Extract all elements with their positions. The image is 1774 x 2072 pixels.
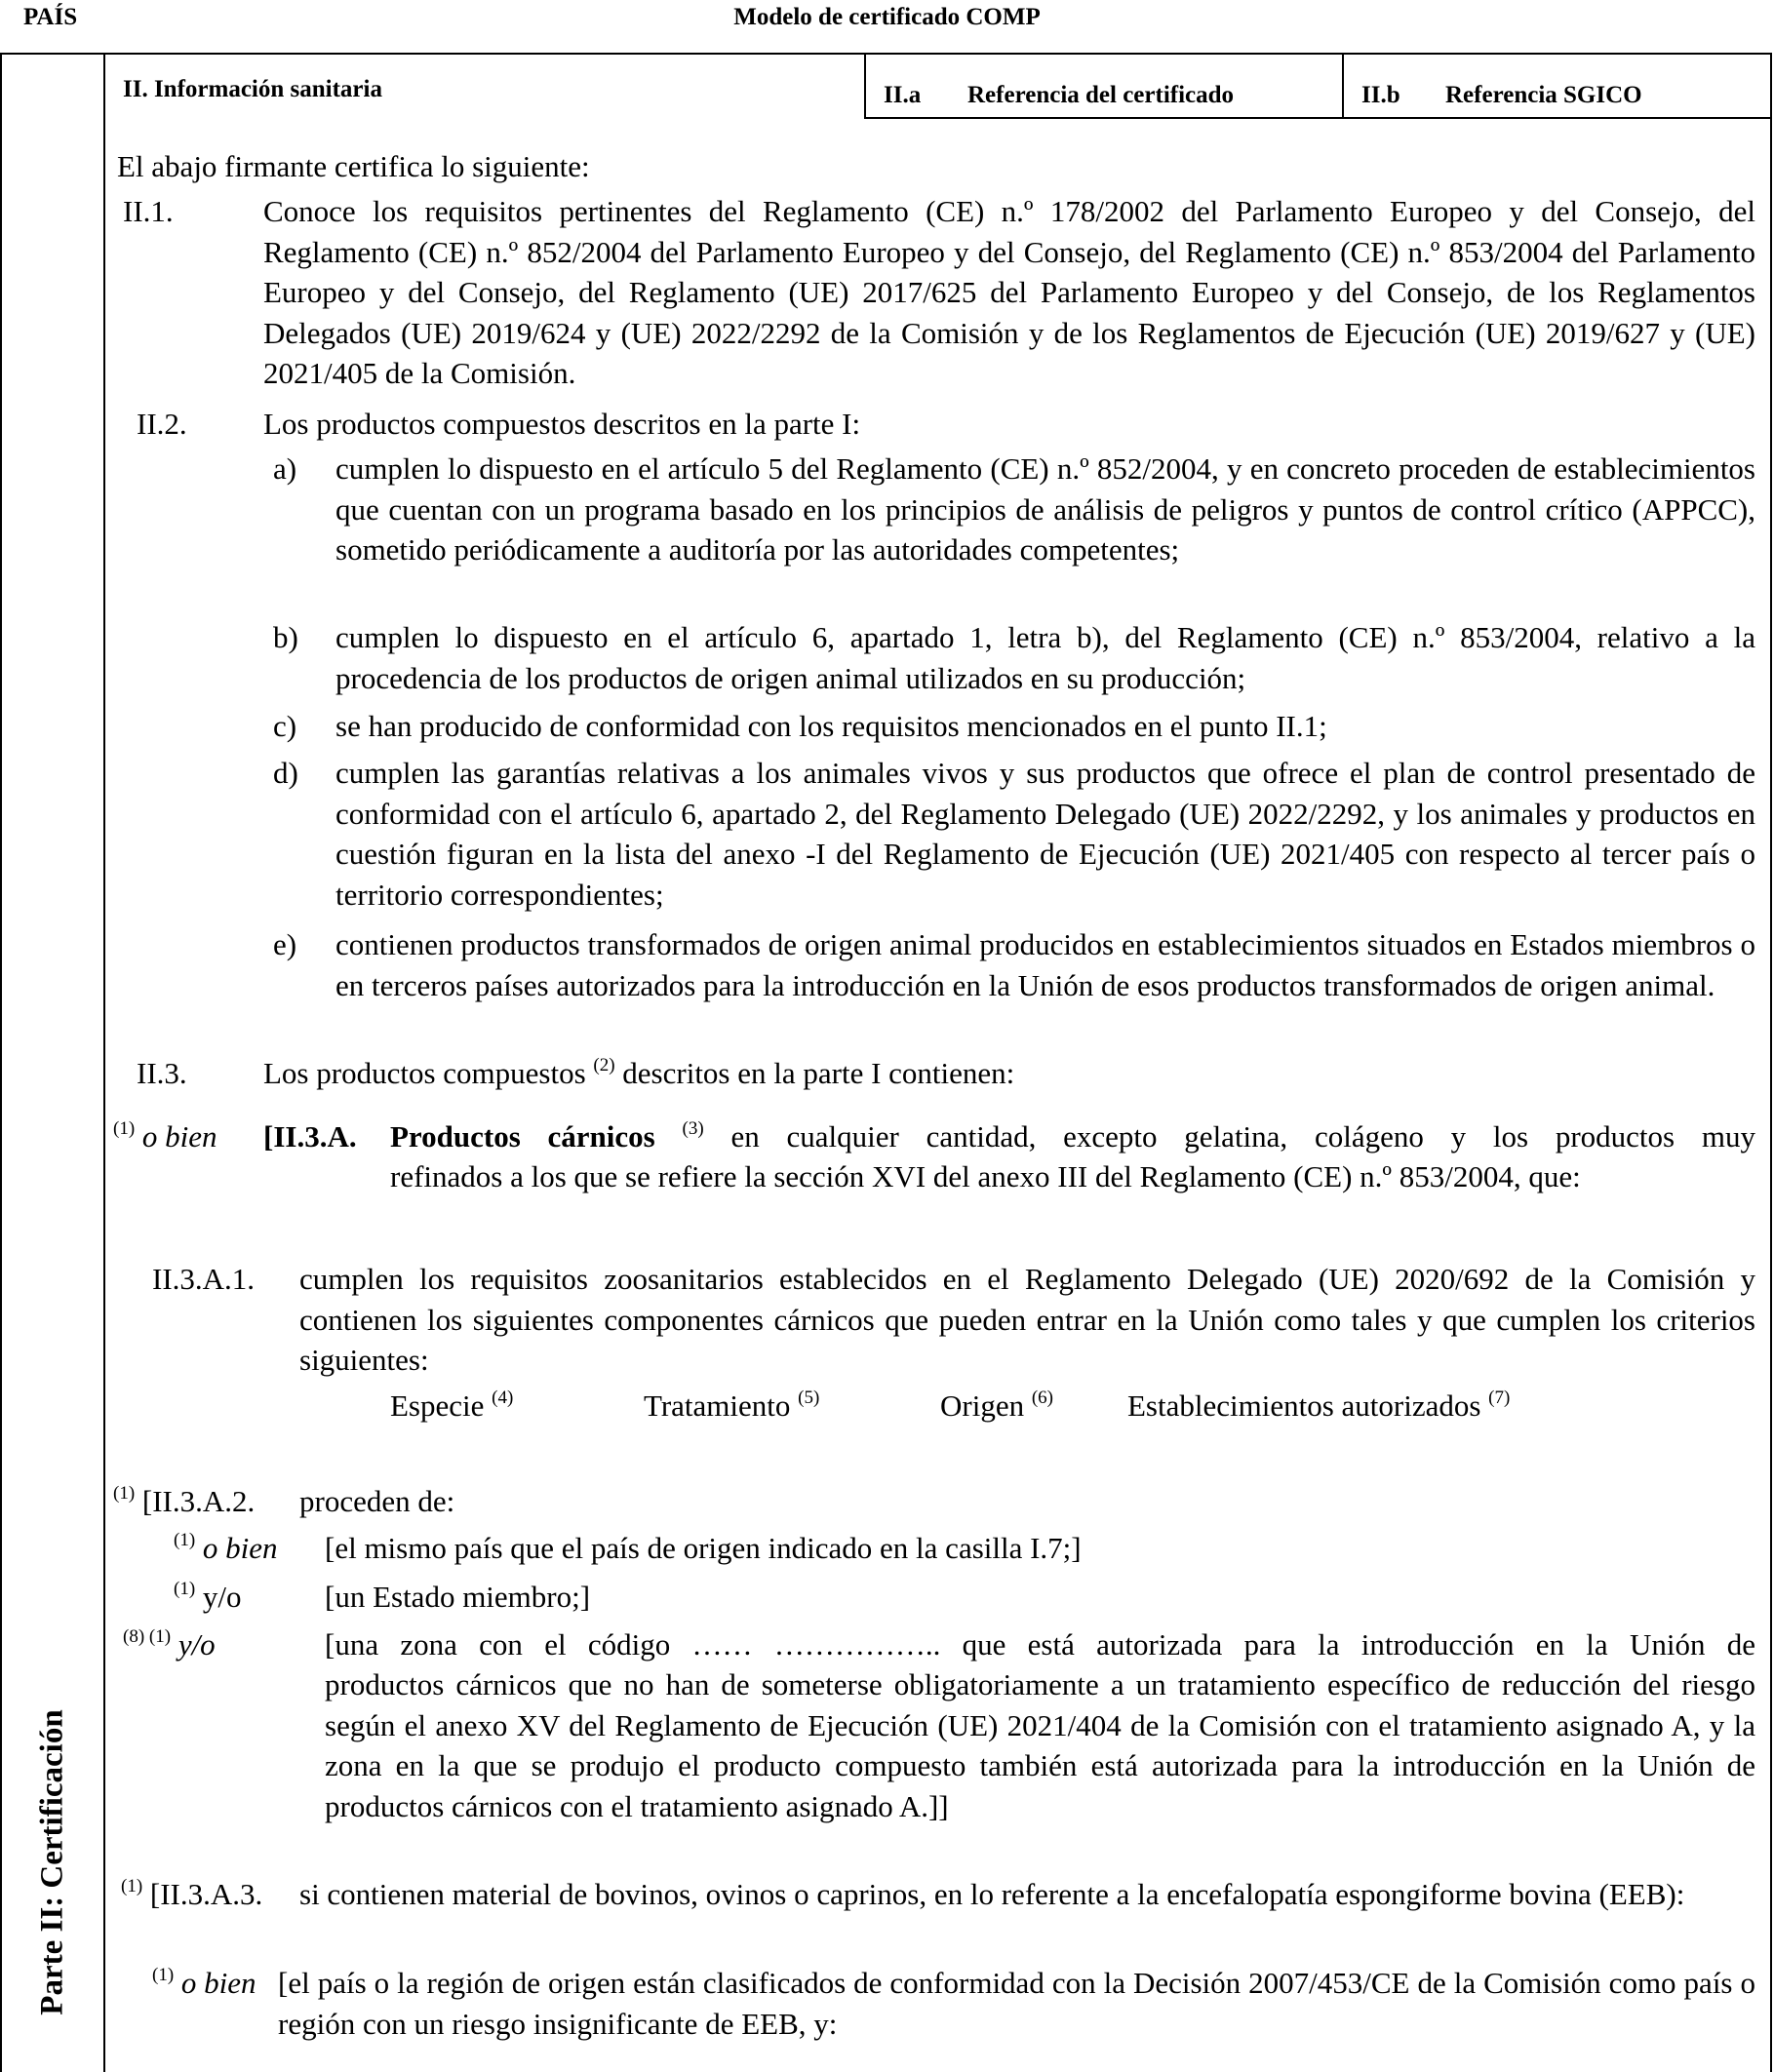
clause-number: $^{(1)}$ [II.3.A.2. (113, 1483, 256, 1518)
sgico-reference-box[interactable] (1342, 53, 1772, 119)
item-text: se han producido de conformidad con los requisitos mencionados en el punto II.1; (335, 709, 1327, 743)
item-text: cumplen lo dispuesto en el artículo 6, apartado 1, letra b), del Reglamento (CE) n.º 853/2004, relativo a la procedencia de los productos de origen animal utilizados en su producción; (335, 620, 1755, 695)
option-marker: $^{(1)}$ o bien (152, 1965, 256, 2000)
option-text: productos cárnicos que no han de someterse obligatoriamente a un tratamiento específico de reducción del riesgo según el anexo XV del Reglamento de Ejecución (UE) 2021/404 de la Comisión con el tratamiento asignado A, y la zona en la que se produjo el producto compuesto también está autorizada para la introducción en la Unión de productos cárnicos con el tratamiento asignado A.]] (325, 1667, 1755, 1823)
intro-text: El abajo firmante certifica lo siguiente: (117, 149, 590, 183)
option-text: [el mismo país que el país de origen indicado en la casilla I.7;] (325, 1531, 1082, 1565)
column-header-establishments: Establecimientos autorizados $^{(7)}$ (1127, 1388, 1511, 1423)
clause-text: cumplen los requisitos zoosanitarios establecidos en el Reglamento Delegado (UE) 2020/692 de la Comisión y contienen los siguientes componentes cárnicos que pueden entrar en la Unión como tales y que cumplen los criterios siguientes: (299, 1262, 1755, 1377)
option-text: [un Estado miembro;] (325, 1580, 591, 1614)
footnote-ref: (1) (113, 1483, 136, 1504)
option-marker: $^{(1)}$ o bien (113, 1118, 217, 1153)
subsection-text: refinados a los que se refiere la sección XVI del anexo III del Reglamento (CE) n.º 853/2004, que: (390, 1159, 1581, 1193)
clause-number: II.2. (137, 407, 187, 441)
option-marker: $^{(1)}$ o bien (174, 1530, 278, 1565)
item-label: b) (273, 620, 298, 654)
clause-number: II.3.A.1. (152, 1262, 256, 1296)
item-label: e) (273, 927, 297, 961)
sgico-reference-label: Referencia SGICO (1445, 82, 1642, 108)
clause-text: Los productos compuestos $^{(2)}$ descritos en la parte I contienen: (263, 1055, 1015, 1090)
footnote-ref: (2) (593, 1055, 615, 1075)
option-marker: $^{(1)}$ y/o (174, 1579, 242, 1614)
clause-text: proceden de: (299, 1484, 455, 1518)
side-label-column (2, 1658, 103, 2067)
option-text: [el país o la región de origen están clasificados de conformidad con la Decisión 2007/453/CE de la Comisión como país o región con un riesgo insignificante de EEB, y: (278, 1966, 1755, 2041)
certificate-reference-code: II.a (884, 82, 922, 108)
column-header-species: Especie $^{(4)}$ (390, 1388, 514, 1423)
side-label: Parte II: Certificación (34, 1709, 70, 2015)
subsection-heading: Productos cárnicos $^{(3)}$ en cualquier cantidad, excepto gelatina, colágeno y los productos muy (390, 1118, 1756, 1153)
item-label: c) (273, 709, 297, 743)
clause-number: $^{(1)}$ [II.3.A.3. (121, 1876, 263, 1911)
document-title: Modelo de certificado COMP (733, 4, 1041, 30)
item-label: d) (273, 756, 298, 790)
option-text: [una zona con el código …… …………….. que está autorizada para la introducción en la Unión de (325, 1627, 1755, 1662)
option-marker: $^{(8) (1)}$ y/o (123, 1626, 216, 1662)
country-label: PAÍS (23, 4, 78, 30)
sgico-reference-code: II.b (1361, 82, 1400, 108)
footnote-ref: (3) (682, 1118, 704, 1139)
clause-text: Conoce los requisitos pertinentes del Reglamento (CE) n.º 178/2002 del Parlamento Europeo y del Consejo, del Reglamento (CE) n.º 852/2004 del Parlamento Europeo y del Consejo, del Reglamento (CE) n.º 853/2004 del Parlamento Europeo y del Consejo, del Reglamento (UE) 2017/625 del Parlamento Europeo y del Consejo, de los Reglamentos Delegados (UE) 2019/624 y (UE) 2022/2292 de la Comisión y de los Reglamentos de Ejecución (UE) 2019/627 y (UE) 2021/405 de la Comisión. (263, 194, 1755, 390)
clause-text: Los productos compuestos descritos en la parte I: (263, 407, 861, 441)
column-divider (103, 53, 105, 2072)
certificate-reference-label: Referencia del certificado (967, 82, 1235, 108)
footnote-ref: (1) (113, 1118, 136, 1139)
item-text: cumplen lo dispuesto en el artículo 5 del Reglamento (CE) n.º 852/2004, y en concreto proceden de establecimientos que cuentan con un programa basado en los principios de análisis de peligros y puntos de control crítico (APPCC), sometido periódicamente a auditoría por las autoridades competentes; (335, 451, 1755, 567)
clause-number: II.1. (123, 194, 174, 228)
certificate-reference-box[interactable] (864, 53, 1342, 119)
subsection-code: [II.3.A. (263, 1119, 357, 1153)
column-header-origin: Origen $^{(6)}$ (940, 1388, 1053, 1423)
item-text: cumplen las garantías relativas a los animales vivos y sus productos que ofrece el plan de control presentado de conformidad con el artículo 6, apartado 2, del Reglamento Delegado (UE) 2022/2292, y los animales y productos en cuestión figuran en la lista del anexo -I del Reglamento de Ejecución (UE) 2021/405 con respecto al tercer país o territorio correspondientes; (335, 756, 1755, 912)
clause-text: si contienen material de bovinos, ovinos o caprinos, en lo referente a la encefalopatía espongiforme bovina (EEB): (299, 1877, 1685, 1911)
section-title: II. Información sanitaria (123, 76, 382, 102)
footnote-ref: (1) (121, 1876, 143, 1896)
item-text: contienen productos transformados de origen animal producidos en establecimientos situados en Estados miembros o en terceros países autorizados para la introducción en la Unión de esos productos transformados de origen animal. (335, 927, 1755, 1002)
column-header-treatment: Tratamiento $^{(5)}$ (644, 1388, 820, 1423)
clause-number: II.3. (137, 1056, 187, 1090)
item-label: a) (273, 451, 297, 486)
